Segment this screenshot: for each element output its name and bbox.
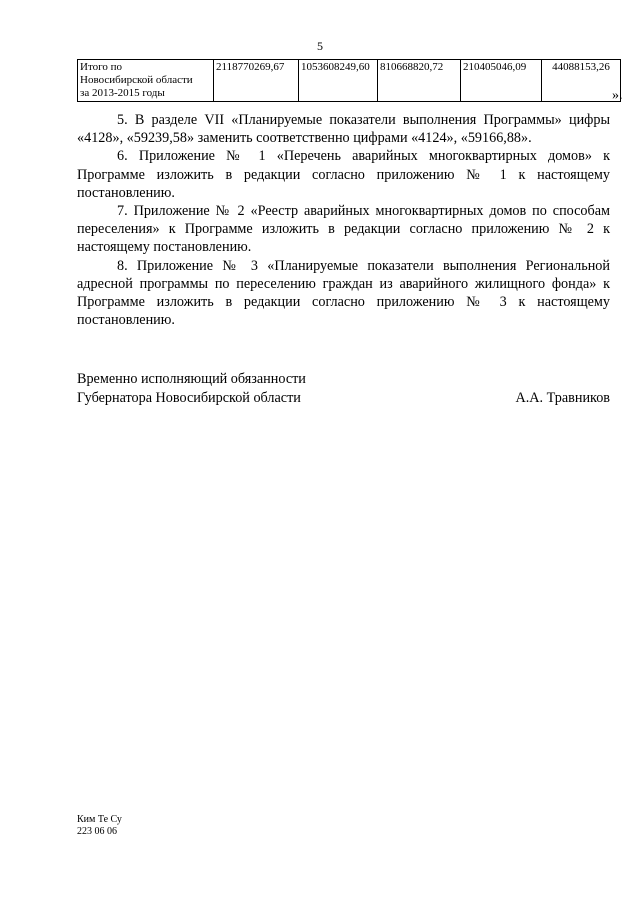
label-line: Итого по xyxy=(80,61,122,73)
table-label-cell xyxy=(78,60,214,102)
label-line: за 2013-2015 годы xyxy=(80,87,165,99)
table-value-cell: 2118770269,67 xyxy=(214,60,299,102)
author-phone: 223 06 06 xyxy=(77,826,117,837)
signature-row xyxy=(77,389,610,408)
signatory-name: А.А. Травников xyxy=(515,389,610,406)
table-value-cell: 810668820,72 xyxy=(378,60,461,102)
summary-table xyxy=(77,59,621,102)
paragraph: 7. Приложение № 2 «Реестр аварийных многоквартирных домов по способам переселения» к Программе изложить в редакции согласно приложению № 2 к настоящему постановлению. xyxy=(77,203,610,256)
paragraph: 8. Приложение № 3 «Планируемые показатели выполнения Региональной адресной программы по переселению граждан из аварийного жилищного фонда» к Программе изложить в редакции согласно приложению № 3 к настоящему постановлению. xyxy=(77,257,610,329)
table-value-cell: 1053608249,60 xyxy=(299,60,378,102)
closing-quote: ». xyxy=(612,88,623,103)
paragraph: 5. В разделе VII «Планируемые показатели выполнения Программы» цифры «4128», «59239,58» заменить соответственно цифрами «4124», «59166,88». xyxy=(77,112,610,147)
author-name: Ким Те Су xyxy=(77,814,122,825)
table-value-cell: 210405046,09 xyxy=(461,60,542,102)
signature-block xyxy=(77,370,610,407)
document-body xyxy=(77,111,610,329)
table-value-cell: 44088153,26 xyxy=(542,60,621,102)
table-row xyxy=(78,60,621,102)
footer-contact xyxy=(77,814,122,838)
label-line: Новосибирской области xyxy=(80,74,193,86)
signature-title-line: Губернатора Новосибирской области xyxy=(77,389,301,406)
signature-title-line: Временно исполняющий обязанности xyxy=(77,371,306,387)
paragraph: 6. Приложение № 1 «Перечень аварийных многоквартирных домов» к Программе изложить в редакции согласно приложению № 1 к настоящему постановлению. xyxy=(77,148,610,201)
page-number: 5 xyxy=(317,39,323,53)
